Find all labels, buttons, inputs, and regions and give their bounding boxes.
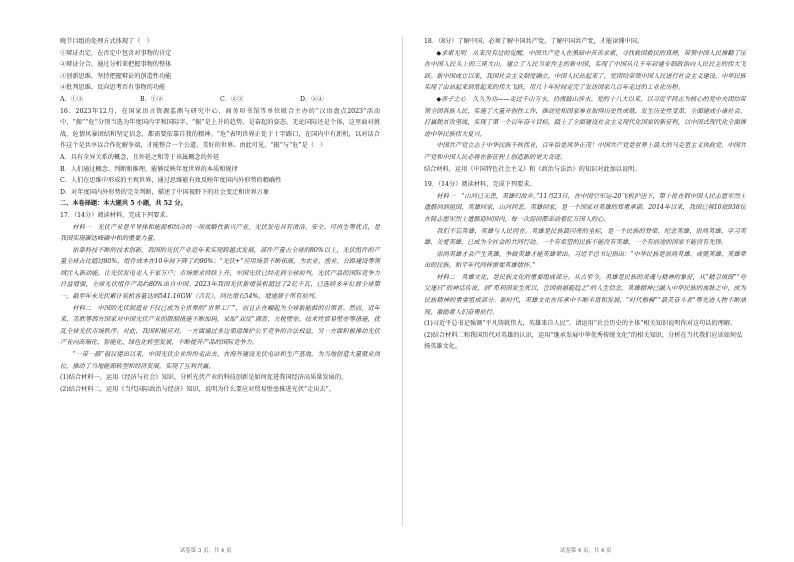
q15-choice-c: C．②③: [220, 95, 244, 103]
q15-choice-b: B．①②: [140, 95, 164, 103]
q15-stem-tail: 晚节目组的处理方式体现了（ ）: [60, 38, 153, 45]
q19-material-1b: 我们不忘英雄，英雄与人民同在。英雄是民族最闪亮的坐标，是一个民族的脊梁。纪念英雄、崇尚英雄、学习英雄、关爱英雄，已成为全社会的共同行动。一个有希望的民族不能没有英雄，一个有前途的国家不能没有先锋。: [424, 227, 746, 247]
q16-option-b: B．人们通过概念、判断和推理，能够反映年度世界的本质和规律: [60, 165, 238, 173]
q18-paragraph-3: 中国共产党立志于中华民族千秋伟业，百年恰是风华正茂！中国共产党是世界上最大的马克思主义执政党，中国共产党和中国人民必将在新征程上创造新的更大奇迹。: [424, 142, 746, 161]
q16-option-d: D．对年度国内外形势的完全判断，描述了中国视野下的社会变迁和世界万象: [60, 188, 270, 196]
q15-choice-d: D．②④: [300, 95, 324, 103]
q16-stem: 16．2023年12月，在国家语言资源监测与研究中心、商务印书馆等单位联合主办的“汉语盘点2023”活动中，“振”“危”分别当选为年度国内字和国际字。“振”是上升的趋势，是奋起的姿态。无论国际还是个体，这里面对挑战、危情风暴团结和坚定信念，都需要依靠自我的精神。“危”表明世界正处于十字路口，在国内中有新机，以对话合作这个是共享以合作化解争端，才能整合一个公道、美好的世界。由此可见，“振”与“危”是（ ）: [60, 107, 380, 150]
q17-requirement-2: (2)结合材料二，运用《当代国际政治与经济》知识，说明为什么要应对贸易壁垒推进光伏“走出去”。: [60, 385, 335, 393]
q17-material-2b: “一带一路”倡议提出以来，中国光伏企业纷纷走出去，在海外建设光伏电站和生产基地，为当地创造大量就业岗位，推动了当地能源转型和经济发展，实现了互利共赢。: [60, 351, 380, 370]
page-footer-left: 试卷第 3 页，共 4 页: [180, 548, 232, 554]
q16-option-a: A．具有全异关系的概念，且外延之和等于该属概念的外延: [60, 153, 220, 161]
q17-material-1: 材料一 光伏产业是半导体和能源相结合的一项战略性新兴产业，光伏发电具有清洁、安全、可再生等优点，是我国实现碳达峰碳中和的重要力量。: [60, 223, 380, 243]
q18-paragraph-1: ◆求索光明 从来没有过的觉醒，中国共产党人在黑暗中苦苦求索，寻找救国救民的真理，带领中国人民推翻了压在中国人民头上的三座大山，建立了人民当家作主的新中国，实现了中国从几千年封建专制政治向人民民主的伟大飞跃。新中国成立以来，我国社会主义制度确立，中国人民站起来了。党团结带领中国人民进行社会主义建设，中华民族实现了由站起来到富起来的伟大飞跃，用几十年时间走完了发达国家几百年走过的工业化历程。: [424, 49, 746, 92]
q18-paragraph-2: ◆赤子之心 久久为功——走过千山万水，仍需跋山涉水。党的十八大以来，以习近平同志为核心的党中央团结带领全国各族人民，实施了大量开创性工作，推动党和国家事业取得历史性成就、发生历史性变革，全面建成小康社会、打赢脱贫攻坚战，实现了第一个百年奋斗目标，踏上了全面建设社会主义现代化国家的新征程，以中国式现代化全面推进中华民族伟大复兴。: [424, 95, 746, 138]
q16-option-c: C．人们在思维中形成的主观世界，通过思维能有效反映年度国内外形势的精确性: [60, 177, 282, 185]
section-two-title: 二、本卷择题：本大题共 5 小题，共 52 分。: [60, 200, 187, 208]
q18-requirement: 结合材料，运用《中国特色社会主义》和《政治与法治》的知识对此加以说明。: [424, 165, 641, 173]
q17-material-2: 材料二 中国的光伏制造业不仅已成为全世界的“世界工厂”，而且正在崛起为全球新能源的引领者。然而，近年来，美欧等西方国家对中国光伏产业的限制措施不断加码，采取“双反”调查、关税壁垒、技术性贸易壁垒等措施，扰乱全球光伏市场秩序。对此，我国积极应对，一方面通过多边渠道维护公平竞争的合法权益，另一方面积极推动光伏产业向高端化、智能化、绿色化转型发展，不断提升产品的国际竞争力。: [60, 304, 380, 347]
q15-choice-a: A．①③: [60, 95, 84, 103]
q15-option-3: ③创新思维，坚持把握辩证的创造性功能: [60, 72, 172, 80]
page-footer-right: 试卷第 4 页，共 4 页: [560, 548, 612, 554]
q19-requirement-2: (2)结合材料二和我国历代对英雄的认识，运用“继承发展中华优秀传统文化”的相关知识，分析在当代我们应该如何弘扬英雄文化。: [424, 331, 743, 351]
q15-option-2: ②辩证分合，通过分析来把握事物的整体: [60, 61, 172, 69]
q19-material-2: 材料二 英雄文化，是民族文化的重要组成部分。从古至今，英雄是民族的灵魂与精神的象征，从“精卫填海”“夸父逐日”的神话传说，到“苟利国家生死以，岂因祸福避趋之”的人生信念，英雄精神已融入中华民族的血脉之中，成为民族精神的重要组成部分。新时代，英雄文化在传承中不断丰富和发展，“时代楷模”“最美奋斗者”等先进人物不断涌现，激励着人们奋勇前行。: [424, 273, 746, 316]
q15-option-1: ①辩证否定，在否定中包含对事物的肯定: [60, 49, 172, 57]
q19-head: 19．（14分）阅读材料，完成下列要求。: [424, 181, 536, 189]
q17-material-1b: 依靠科技不断的技术创新，我国的光伏产业近年来实现跨越式发展，部件产量占全球的80%以上，光伏组件的产量全球占比超过80%，组件成本在10年间下降了约90%；“光伏+”应用场景不断拓展，为农业、渔业、公路建设等领域注入新动能，让光伏发电走入千家万户；市场需求持续上升，中国光伏已经走到全球前列，光伏产品的国际竞争力日益增强，全球光伏组件产品约80%出自中国。2023年我国光伏新增装机超过了2亿千瓦，已连续多年位居全球第一，截至年末光伏累计装机容量达到541.16GW（吉瓦），同比增长54%，增速居于所有前列。: [60, 246, 380, 301]
q19-material-1: 材料一 “山河已无恙，英雄归故乡。”11月23日，在中国空军运-20飞机护送下，第十批在韩中国人民志愿军烈士遗骸回到祖国，英雄回家，山河同悲。英雄回家，是一个国家对英雄的郑重承诺。2014年以来，我国已将10批938位在韩志愿军烈士遗骸迎回国内，每一次迎回都牵动着亿万国人的心。: [424, 192, 746, 223]
q19-material-1c: 崇尚英雄才会产生英雄，争做英雄才能英雄辈出。习近平总书记指出：“中华民族是崇尚英雄、成就英雄、英雄辈出的民族，和平年代同样需要英雄情怀。”: [424, 250, 746, 270]
q17-requirement-1: (1)结合材料一，运用《经济与社会》知识，分析光伏产业的科技创新是如何促进我国经济高质量发展的。: [60, 374, 348, 382]
q17-head: 17．（14分）阅读材料，完成下列要求。: [60, 211, 172, 219]
q18-head: 18．（8分）了解中国，必须了解中国共产党，了解中国共产党，才能读懂中国。: [424, 38, 644, 45]
q19-requirement-1: (1)习近平总书记强调“平凡铸就伟大，英雄来自人民”，请运用“社会历史的主体”相关知识说明你对这句话的理解。: [424, 320, 737, 328]
column-divider: [402, 36, 403, 526]
left-column: [60, 36, 380, 395]
q15-choices: [60, 94, 380, 106]
right-column: [424, 36, 746, 353]
q15-option-4: ④批判思维，反向思考否有事物的功能: [60, 84, 166, 92]
